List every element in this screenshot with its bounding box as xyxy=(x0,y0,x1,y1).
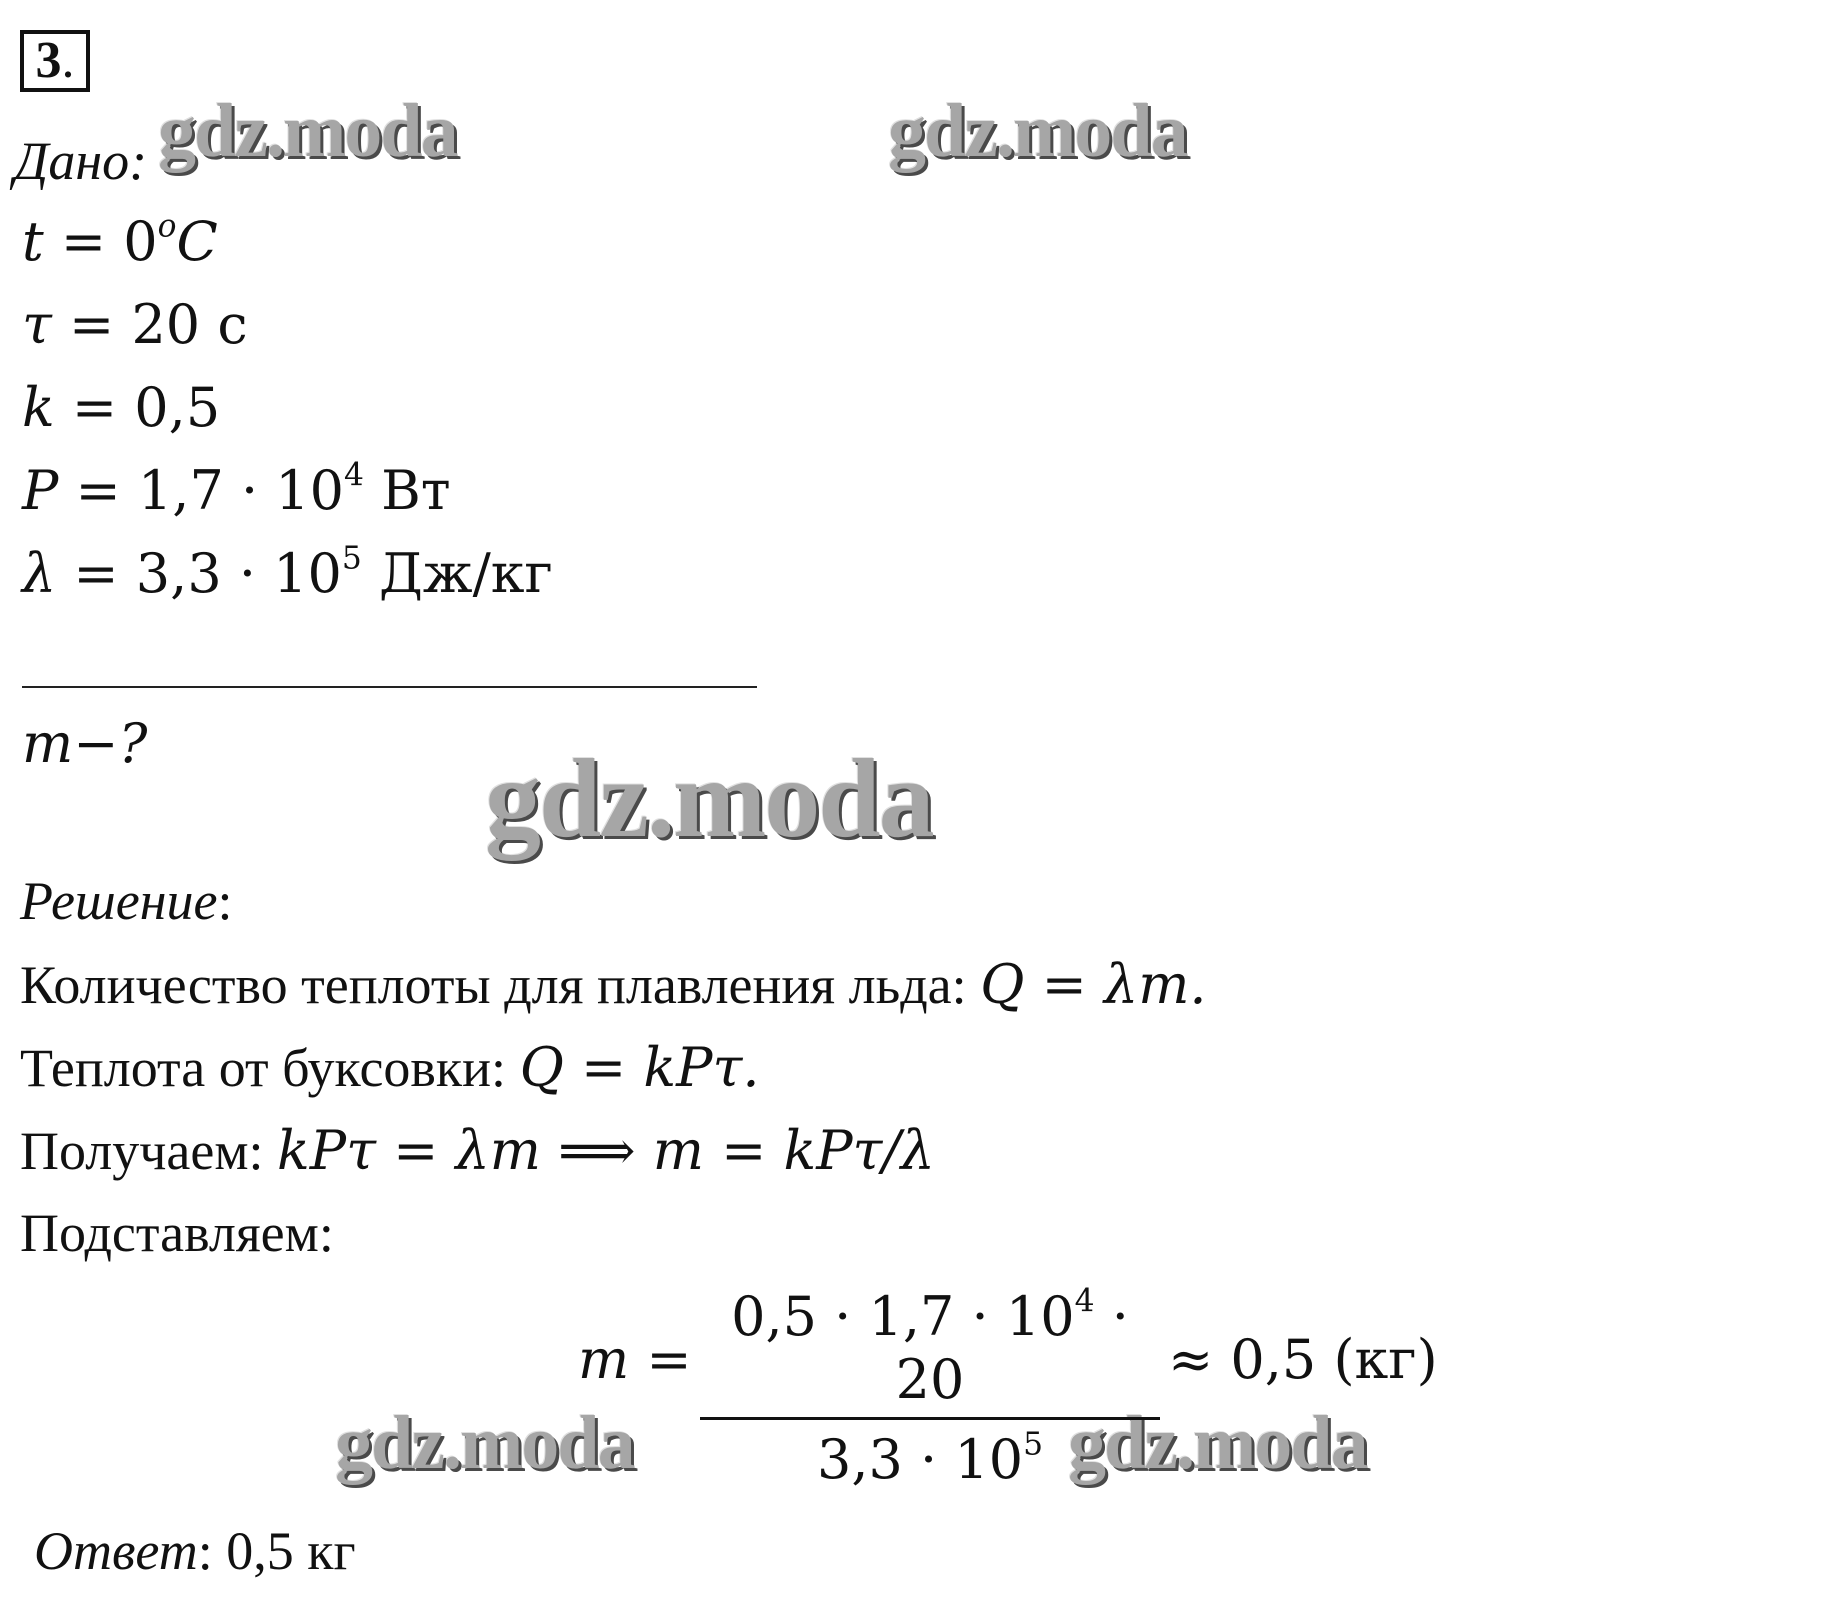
given-item-lambda xyxy=(22,542,553,605)
given-eq: = 3,3 · 10 xyxy=(56,542,342,605)
numerator-part-b: · 20 xyxy=(895,1285,1129,1411)
watermark-1: gdz.moda xyxy=(158,89,457,173)
given-var: τ xyxy=(22,293,52,356)
solution-text: Подставляем: xyxy=(20,1203,334,1263)
given-item-t xyxy=(22,210,218,273)
given-unit: Дж/кг xyxy=(361,542,553,605)
given-eq: = 0,5 xyxy=(54,376,221,439)
solution-text: Количество теплоты для плавления льда: xyxy=(20,955,981,1015)
numerator-part-a: 0,5 · 1,7 · 10 xyxy=(731,1285,1075,1348)
solution-formula: kPτ = λm ⟹ m = kPτ/λ xyxy=(277,1119,935,1182)
solution-line-4 xyxy=(20,1202,334,1264)
solution-label-colon: : xyxy=(217,871,233,931)
given-sup: 5 xyxy=(341,540,362,577)
solution-text: Получаем: xyxy=(20,1121,278,1181)
solution-label: Решение xyxy=(20,871,218,931)
numerator-sup: 4 xyxy=(1074,1283,1095,1320)
fraction-numerator xyxy=(700,1285,1160,1411)
given-var: P xyxy=(22,459,59,522)
solution-text: Теплота от буксовки: xyxy=(20,1038,520,1098)
given-label: Дано: xyxy=(14,131,148,191)
problem-number-text: 3 xyxy=(35,32,62,89)
given-item-p xyxy=(22,459,451,522)
solution-heading xyxy=(20,870,233,932)
given-sup: o xyxy=(157,208,177,245)
watermark-4: gdz.moda xyxy=(335,1401,634,1485)
given-var: t xyxy=(22,210,44,273)
given-eq: = 1,7 · 10 xyxy=(58,459,345,522)
given-divider xyxy=(22,686,757,688)
fraction-bar xyxy=(700,1417,1160,1420)
answer-value: 0,5 кг xyxy=(212,1521,356,1581)
fraction-lhs: m = xyxy=(578,1328,692,1391)
given-sup: 4 xyxy=(344,457,364,494)
denominator-part-a: 3,3 · 10 xyxy=(816,1428,1024,1491)
watermark-3: gdz.moda xyxy=(485,737,933,861)
fraction-denominator xyxy=(700,1428,1160,1491)
solution-line-2 xyxy=(20,1036,760,1099)
given-item-tau xyxy=(22,293,248,356)
answer-label: Ответ xyxy=(34,1521,198,1581)
given-item-k xyxy=(22,376,220,439)
given-var: λ xyxy=(22,542,57,605)
given-eq: = 0 xyxy=(43,210,158,273)
given-eq: = 20 с xyxy=(51,293,248,356)
find-line: m−? xyxy=(22,712,148,775)
given-var: k xyxy=(22,376,55,439)
solution-formula: Q = kPτ. xyxy=(519,1036,760,1099)
fraction-rhs: ≈ 0,5 (кг) xyxy=(1168,1328,1438,1391)
fraction xyxy=(700,1285,1160,1491)
solution-formula: Q = λm. xyxy=(980,953,1207,1016)
solution-line-3 xyxy=(20,1119,935,1182)
watermark-2: gdz.moda xyxy=(888,89,1187,173)
denominator-sup: 5 xyxy=(1023,1426,1044,1463)
answer-label-colon: : xyxy=(197,1521,213,1581)
solution-line-1 xyxy=(20,953,1207,1016)
given-unit: C xyxy=(176,210,218,273)
watermark-5: gdz.moda xyxy=(1068,1401,1367,1485)
answer-line xyxy=(34,1520,356,1582)
problem-number: 3. xyxy=(20,30,90,92)
given-unit: Вт xyxy=(363,459,451,522)
